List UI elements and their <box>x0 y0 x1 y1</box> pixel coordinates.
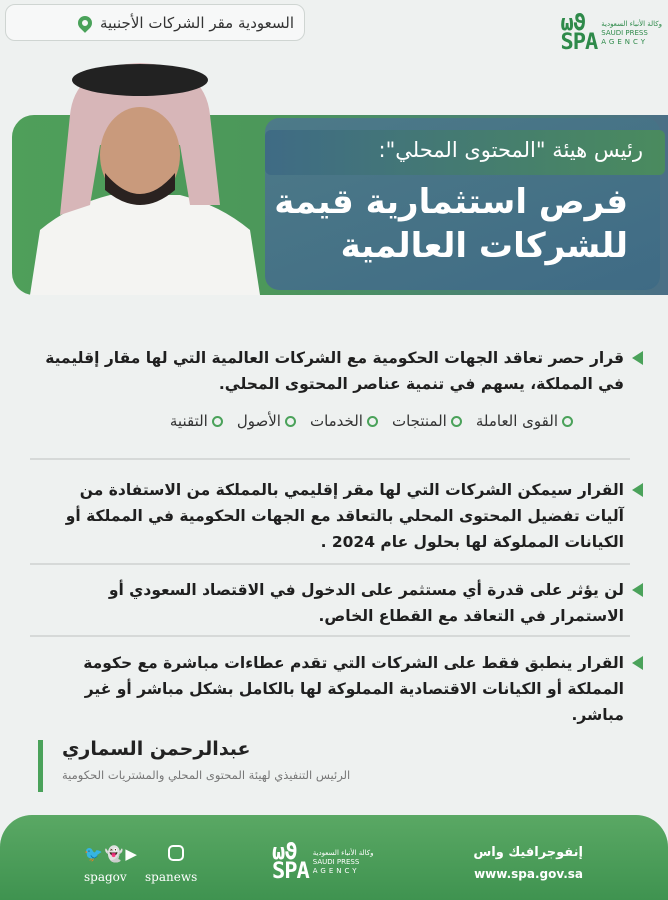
location-pin-icon <box>75 13 95 33</box>
element-item <box>476 412 573 430</box>
bullet-text: لن يؤثر على قدرة أي مستثمر على الدخول في الاقتصاد السعودي أو الاستمرار في التعاقد مع القطاع الخاص. <box>108 581 624 625</box>
banner-headline <box>268 180 628 268</box>
element-item <box>392 412 462 430</box>
circle-icon <box>451 416 462 427</box>
footer-url[interactable]: www.spa.gov.sa <box>474 867 583 881</box>
logo-english-2: AGENCY <box>601 37 649 46</box>
triangle-bullet-icon <box>632 483 643 497</box>
bullet-text: قرار حصر تعاقد الجهات الحكومية مع الشركات العالمية التي لها مقار إقليمية في المملكة، يسهم في تنمية عناصر المحتوى المحلي. <box>45 349 624 393</box>
footer-logo-english-2: AGENCY <box>312 866 360 875</box>
bullet-text: القرار سيمكن الشركات التي لها مقر إقليمي بالمملكة من الاستفادة من آليات تفضيل المحتوى المحلي بالتعاقد مع الجهات الحكومية في المملكة أو الكيانات المملوكة لها بحلول عام 2024 . <box>65 481 624 551</box>
divider <box>30 458 630 460</box>
banner-subtitle: رئيس هيئة "المحتوى المحلي": <box>265 130 665 175</box>
bullet-text: القرار ينطبق فقط على الشركات التي تقدم عطاءات مباشرة مع حكومة المملكة أو الكيانات الاقتصادية المملوكة لها بالكامل بشكل مباشر أو غير مباشر. <box>83 654 624 724</box>
spa-logo-mark: ωϑ SPA <box>560 11 598 55</box>
person-photo <box>30 55 260 295</box>
triangle-bullet-icon <box>632 583 643 597</box>
social-handle-spanews[interactable]: spanews <box>145 870 198 884</box>
triangle-bullet-icon <box>632 656 643 670</box>
social-handle-spagov[interactable]: spagov <box>84 870 127 884</box>
location-label: السعودية مقر الشركات الأجنبية <box>99 13 294 32</box>
headline-line-2: للشركات العالمية <box>340 226 628 266</box>
circle-icon <box>212 416 223 427</box>
bullet-item <box>43 345 643 397</box>
elements-list <box>170 412 573 430</box>
element-item <box>170 412 223 430</box>
circle-icon <box>285 416 296 427</box>
element-label: التقنية <box>169 412 208 430</box>
footer-logo-arabic: وكالة الأنباء السعودية <box>312 848 374 857</box>
footer-spa-logo <box>272 840 374 884</box>
circle-icon <box>367 416 378 427</box>
signature-role: الرئيس التنفيذي لهيئة المحتوى المحلي والمشتريات الحكومية <box>62 768 351 782</box>
element-label: الأصول <box>236 412 281 430</box>
element-label: القوى العاملة <box>475 412 558 430</box>
bullet-item <box>43 477 643 555</box>
element-item <box>310 412 378 430</box>
element-label: الخدمات <box>309 412 363 430</box>
circle-icon <box>562 416 573 427</box>
bullet-item <box>43 650 643 728</box>
spa-logo <box>560 11 663 55</box>
logo-english-1: SAUDI PRESS <box>601 28 648 37</box>
snapchat-icon: 👻 <box>104 845 126 863</box>
instagram-icon <box>168 845 184 861</box>
signature-name: عبدالرحمن السماري <box>62 738 251 760</box>
youtube-icon: ▶ <box>125 845 139 863</box>
social-icons <box>84 845 139 863</box>
footer-title: إنفوجرافيك واس <box>473 845 583 860</box>
signature-accent-bar <box>38 740 43 792</box>
element-item <box>237 412 296 430</box>
logo-arabic: وكالة الأنباء السعودية <box>601 19 662 28</box>
footer-logo-english-1: SAUDI PRESS <box>312 857 360 866</box>
footer <box>0 815 668 900</box>
triangle-bullet-icon <box>632 351 643 365</box>
headline-line-1: فرص استثمارية قيمة <box>274 182 628 222</box>
bullet-item <box>43 577 643 629</box>
location-badge <box>5 4 305 41</box>
element-label: المنتجات <box>391 412 447 430</box>
footer-logo-mark: ωϑ SPA <box>272 840 309 884</box>
divider <box>30 563 630 565</box>
divider <box>30 635 630 637</box>
twitter-icon: 🐦 <box>84 845 105 863</box>
